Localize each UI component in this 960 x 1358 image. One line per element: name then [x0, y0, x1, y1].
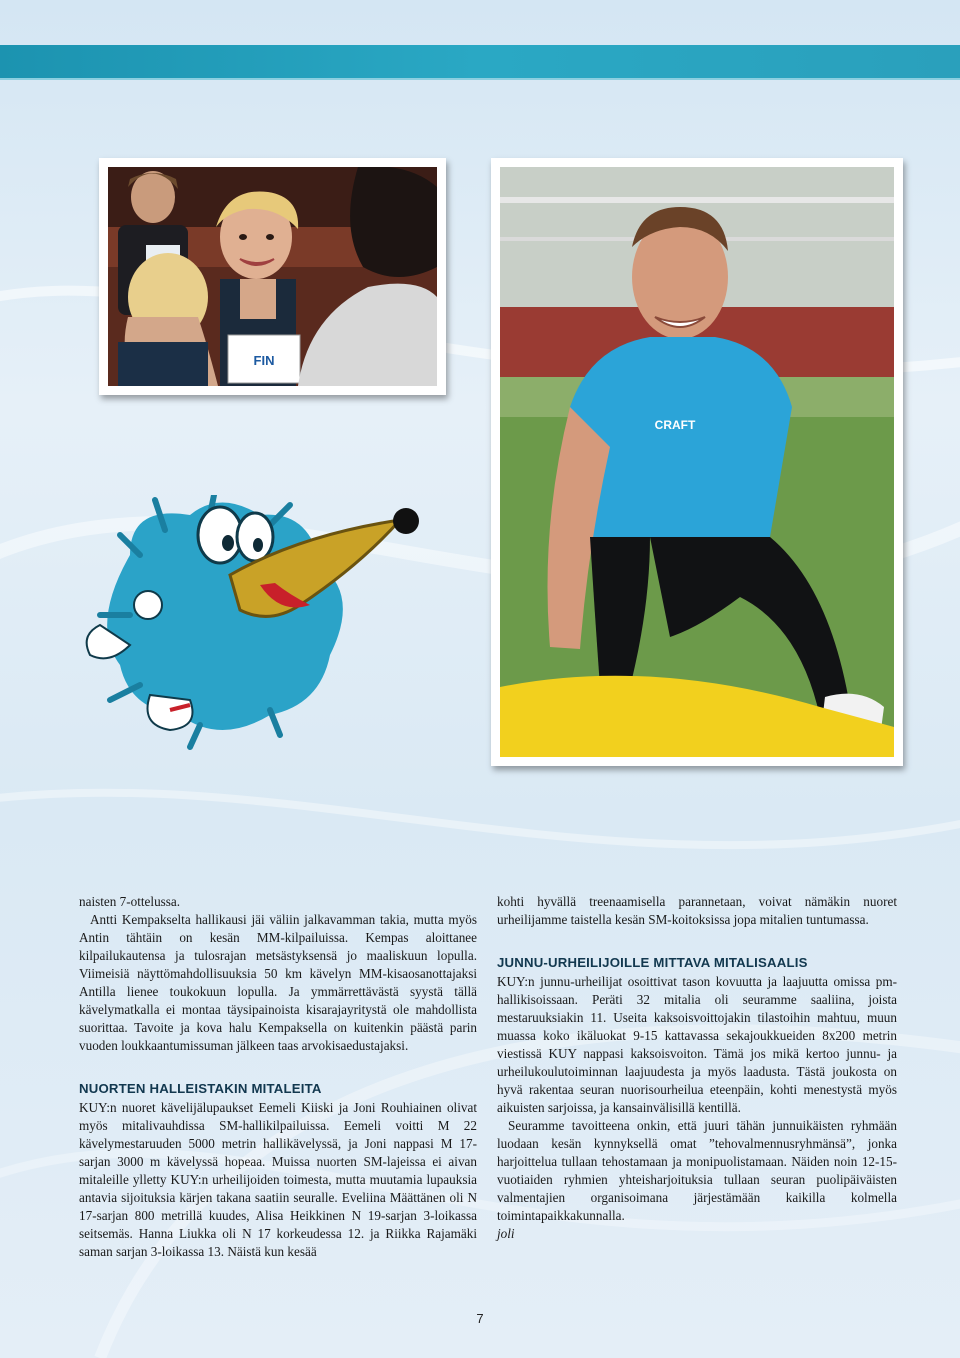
header-band-rule [0, 78, 960, 80]
hedgehog-mascot [70, 495, 430, 750]
kids-photo-image [108, 167, 437, 386]
left-paragraph-2: Antti Kempakselta hallikausi jäi väliin jalkavamman takia, mutta myös Antin tähtäin on kesän MM-kilpailuissa. Kempas aloittanee kilpailukautensa ja tulosrajan metsästyksensä jo maaliskuun lopulla. Viimeisiä näyttömahdollisuuksia 50 km kävelyn MM-kisaosanottajaksi Antilla lienee toukokuun lopulla. Ja ymmärrettävästä syystä tällä kävelymatkalla ei montaa täysipainoista kisarajayritystä ole mahdollista suorittaa. Tavoite ja kova halu Kempaksella on kuitenkin päästä parin vuoden loukkaantumissuman jälkeen taas arvokisaedustajaksi. [79, 912, 477, 1053]
right-paragraph-1: KUY:n junnu-urheilijat osoittivat tason kovuutta ja laajuutta omissa pm-hallikisoissaan. Peräti 32 mitalia oli seuramme saaliina, joista mestaruuksiakin 11. Useita kaksoisvoittojakin tilastoihin mahtuu, muun muassa koko ikäluokat 9-15 kattavassa sekajoukkueiden 8x200 metrin viestissä KUY nappasi kaksoisvoiton. Tämä jos mikä kertoo junnu- ja urheilukoulutoiminnan laajuudesta ja myös laadusta. Tästä joukosta on hyvä rakentaa seuran nuorisourheilua eteenpäin, kohti menestystä myös aikuisten sarjoissa, ja kansainvälisillä kentillä. [497, 974, 897, 1115]
left-section-paragraph: KUY:n nuoret kävelijälupaukset Eemeli Kiiski ja Joni Rouhiainen olivat myös mitalivauhdissa SM-hallikilpailuissa. Eemeli voitti M 22 kävelymestaruuden 5000 metrin hallikävelyssä, ja Joni nappasi M 17-sarjan 3000 m kävelyssä hopeaa. Muissa nuorten SM-lajeissa ei aivan mitaleille ylletty KUY:n urheilijoiden toimesta, mutta muutamia lupauksia antavia sijoituksia kärjen takana saatiin seuralle. Eveliina Määttänen oli N 17-sarjan 800 metrillä kuudes, Alisa Heikkinen N 19-sarjan 3-loikassa seitsemäs. Hanna Liukka oli N 17 korkeudessa 12. ja Riikka Rajamäki saman sarjan 3-loikassa 13. Näistä kun kesää [79, 1100, 477, 1259]
page-number: 7 [476, 1311, 484, 1326]
header-color-band [0, 45, 960, 78]
right-text-column [497, 893, 897, 1243]
section-heading-youth-medals: NUORTEN HALLEISTAKIN MITALEITA [79, 1081, 322, 1096]
section-heading-junior-medals: JUNNU-URHEILIJOILLE MITTAVA MITALISAALIS [497, 955, 808, 970]
athlete-photo-image [500, 167, 894, 757]
right-intro-paragraph: kohti hyvällä treenaamisella parannetaan, voivat nämäkin nuoret urheilijamme taistella kesän SM-koitoksissa jopa mitalien tuntumassa. [497, 894, 897, 927]
athlete-shirt-text: CRAFT [654, 418, 696, 432]
left-paragraph-1: naisten 7-ottelussa. [79, 894, 181, 909]
photo-kids-competition [99, 158, 446, 395]
kids-bib-text: FIN [253, 353, 275, 368]
right-paragraph-2: Seuramme tavoitteena onkin, että juuri tähän junnuikäisten ryhmään luodaan kesän kynnyksellä omat ”tehovalmennusryhmänsä”, jonka harjoittelua tullaan tehostamaan ja monipuolistamaan. Näiden noin 12-15-vuotiaiden ryhmien yhteisharjoituksia tullaan seuran puolipäiväisten valmentajien organisoimana järjestämään kaikilla kolmella toimintapaikkakunnalla. [497, 1118, 897, 1223]
author-signature: joli [497, 1226, 515, 1241]
photo-athlete-indoor-hall [491, 158, 903, 766]
left-text-column [79, 893, 477, 1261]
